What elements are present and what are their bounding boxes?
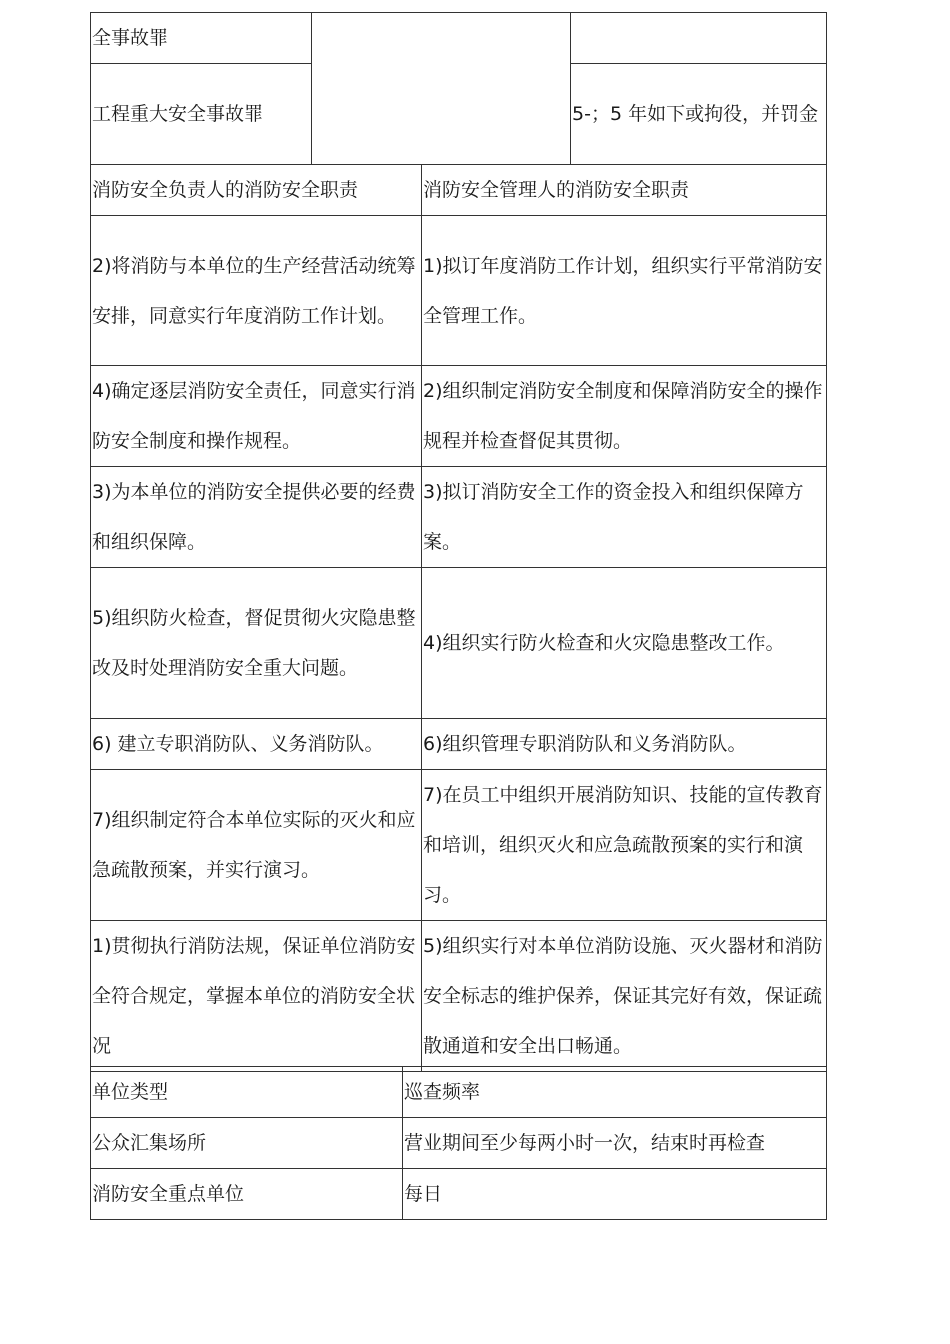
responsible-duty-cell: 6) 建立专职消防队、义务消防队。 bbox=[91, 719, 422, 770]
manager-duty-cell: 4)组织实行防火检查和火灾隐患整改工作。 bbox=[422, 568, 827, 719]
patrol-header-unit-type: 单位类型 bbox=[91, 1067, 403, 1118]
patrol-unit-type-cell: 公众汇集场所 bbox=[91, 1118, 403, 1169]
manager-duty-cell: 7)在员工中组织开展消防知识、技能的宣传教育和培训，组织灭火和应急疏散预案的实行和演习。 bbox=[422, 770, 827, 921]
crime-empty-cell bbox=[312, 13, 571, 165]
manager-duty-cell: 5)组织实行对本单位消防设施、灭火器材和消防安全标志的维护保养，保证其完好有效，保证疏散通道和安全出口畅通。 bbox=[422, 921, 827, 1072]
manager-duty-cell: 3)拟订消防安全工作的资金投入和组织保障方案。 bbox=[422, 467, 827, 568]
manager-duty-cell: 1)拟订年度消防工作计划，组织实行平常消防安全管理工作。 bbox=[422, 216, 827, 366]
responsible-duty-cell: 2)将消防与本单位的生产经营活动统筹安排，同意实行年度消防工作计划。 bbox=[91, 216, 422, 366]
patrol-frequency-cell: 每日 bbox=[403, 1169, 827, 1220]
duties-header-manager: 消防安全管理人的消防安全职责 bbox=[422, 165, 827, 216]
patrol-table bbox=[90, 1066, 827, 1220]
responsible-duty-cell: 5)组织防火检查，督促贯彻火灾隐患整改及时处理消防安全重大问题。 bbox=[91, 568, 422, 719]
crime-name-cell: 全事故罪 bbox=[91, 13, 312, 64]
duties-header-responsible: 消防安全负责人的消防安全职责 bbox=[91, 165, 422, 216]
responsible-duty-cell: 4)确定逐层消防安全责任，同意实行消防安全制度和操作规程。 bbox=[91, 366, 422, 467]
patrol-frequency-cell: 营业期间至少每两小时一次，结束时再检查 bbox=[403, 1118, 827, 1169]
responsible-duty-cell: 3)为本单位的消防安全提供必要的经费和组织保障。 bbox=[91, 467, 422, 568]
responsible-duty-cell: 1)贯彻执行消防法规，保证单位消防安全符合规定，掌握本单位的消防安全状况 bbox=[91, 921, 422, 1072]
crime-name-cell: 工程重大安全事故罪 bbox=[91, 64, 312, 165]
crime-penalty-cell: 5-；5 年如下或拘役，并罚金 bbox=[571, 64, 827, 165]
duties-table bbox=[90, 164, 827, 1072]
responsible-duty-cell: 7)组织制定符合本单位实际的灭火和应急疏散预案，并实行演习。 bbox=[91, 770, 422, 921]
crimes-table bbox=[90, 12, 827, 165]
manager-duty-cell: 6)组织管理专职消防队和义务消防队。 bbox=[422, 719, 827, 770]
patrol-unit-type-cell: 消防安全重点单位 bbox=[91, 1169, 403, 1220]
manager-duty-cell: 2)组织制定消防安全制度和保障消防安全的操作规程并检查督促其贯彻。 bbox=[422, 366, 827, 467]
patrol-header-frequency: 巡查频率 bbox=[403, 1067, 827, 1118]
crime-penalty-cell bbox=[571, 13, 827, 64]
